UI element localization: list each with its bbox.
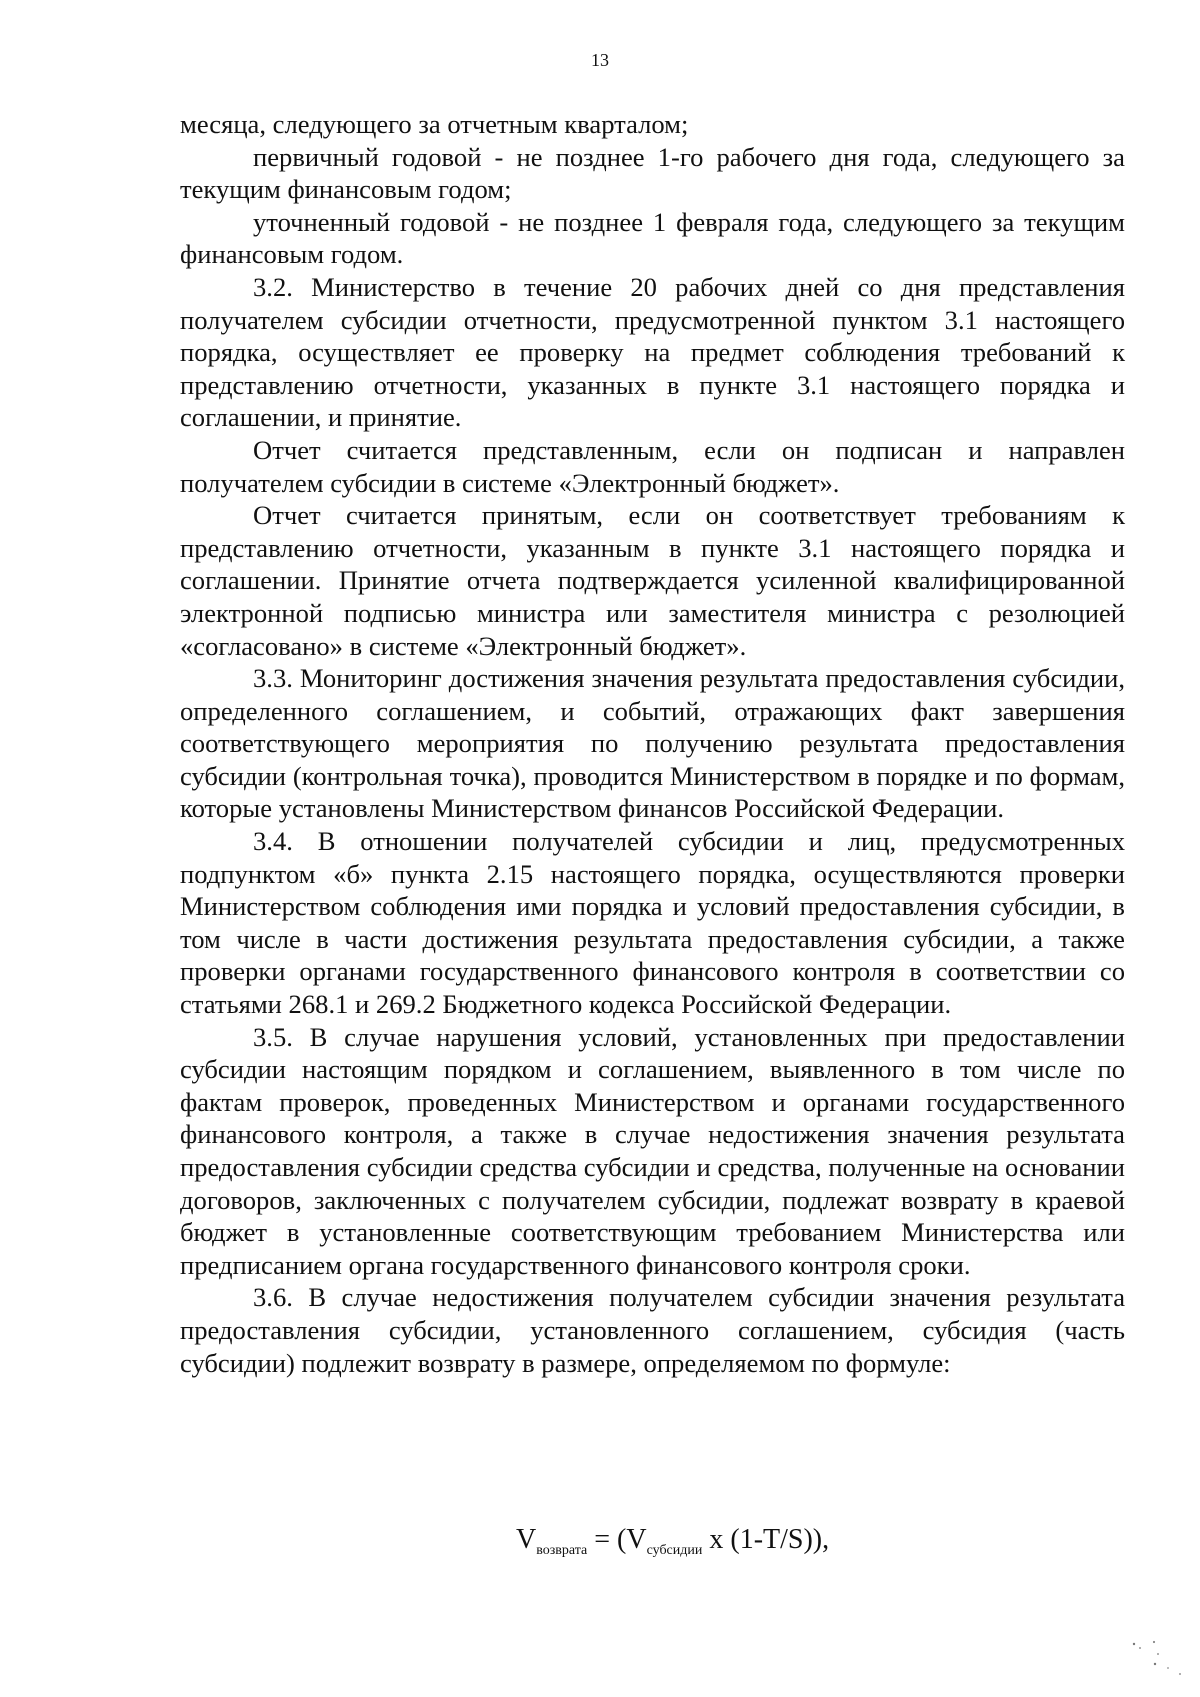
document-body: [180, 108, 1125, 1379]
paragraph-3-4: 3.4. В отношении получателей субсидии и лиц, предусмотренных подпунктом «б» пункта 2.15 настоящего порядка, осуществляются проверки Министерством соблюдения ими порядка и условий предоставления субсидии, в том числе в части достижения результата предоставления субсидии, а также проверки органами государственного финансового контроля в соответствии со статьями 268.1 и 269.2 Бюджетного кодекса Российской Федерации.: [180, 826, 1125, 1020]
formula-eq: = (V: [587, 1524, 647, 1555]
paragraph-report-submitted: Отчет считается представленным, если он подписан и направлен получателем субсидии в системе «Электронный бюджет».: [180, 434, 1125, 498]
paragraph-3-2: 3.2. Министерство в течение 20 рабочих дней со дня представления получателем субсидии отчетности, предусмотренной пунктом 3.1 настоящего порядка, осуществляет ее проверку на предмет соблюдения требований к представлению отчетности, указанных в пункте 3.1 настоящего порядка и соглашении, и принятие.: [180, 271, 1125, 433]
paragraph-3-3: 3.3. Мониторинг достижения значения результата предоставления субсидии, определенного соглашением, и событий, отражающих факт завершения соответствующего мероприятия по получению результата предоставления субсидии (контрольная точка), проводится Министерством в порядке и по формам, которые установлены Министерством финансов Российской Федерации.: [180, 663, 1125, 824]
paragraph-continuation: месяца, следующего за отчетным кварталом;: [180, 109, 689, 139]
paragraph-report-accepted: Отчет считается принятым, если он соответствует требованиям к представлению отчетности, указанным в пункте 3.1 настоящего порядка и соглашении. Принятие отчета подтверждается усиленной квалифицированной электронной подписью министра или заместителя министра с резолюцией «согласовано» в системе «Электронный бюджет».: [180, 500, 1125, 661]
scan-specks: [1128, 1638, 1188, 1678]
paragraph-primary-annual: первичный годовой - не позднее 1-го рабочего дня года, следующего за текущим финансовым годом;: [180, 141, 1125, 205]
paragraph-3-5: 3.5. В случае нарушения условий, установленных при предоставлении субсидии настоящим порядком и соглашением, выявленного в том числе по фактам проверок, проведенных Министерством и органами государственного финансового контроля, а также в случае недостижения значения результата предоставления субсидии средства субсидии и средства, полученные на основании договоров, заключенных с получателем субсидии, подлежат возврату в краевой бюджет в установленные соответствующим требованием Министерства или предписанием органа государственного финансового контроля сроки.: [180, 1021, 1125, 1280]
formula-sub-return: возврата: [536, 1543, 588, 1558]
page-number: 13: [591, 50, 609, 70]
formula-rest: x (1-T/S)),: [702, 1524, 830, 1555]
return-formula: [516, 1523, 829, 1557]
formula-sub-subsidy: субсидии: [646, 1543, 703, 1558]
paragraph-3-6: 3.6. В случае недостижения получателем субсидии значения результата предоставления субсидии, установленного соглашением, субсидия (часть субсидии) подлежит возврату в размере, определяемом по формуле:: [180, 1282, 1125, 1378]
formula-v-return: V: [516, 1524, 537, 1555]
paragraph-refined-annual: уточненный годовой - не позднее 1 февраля года, следующего за текущим финансовым годом.: [180, 206, 1125, 270]
